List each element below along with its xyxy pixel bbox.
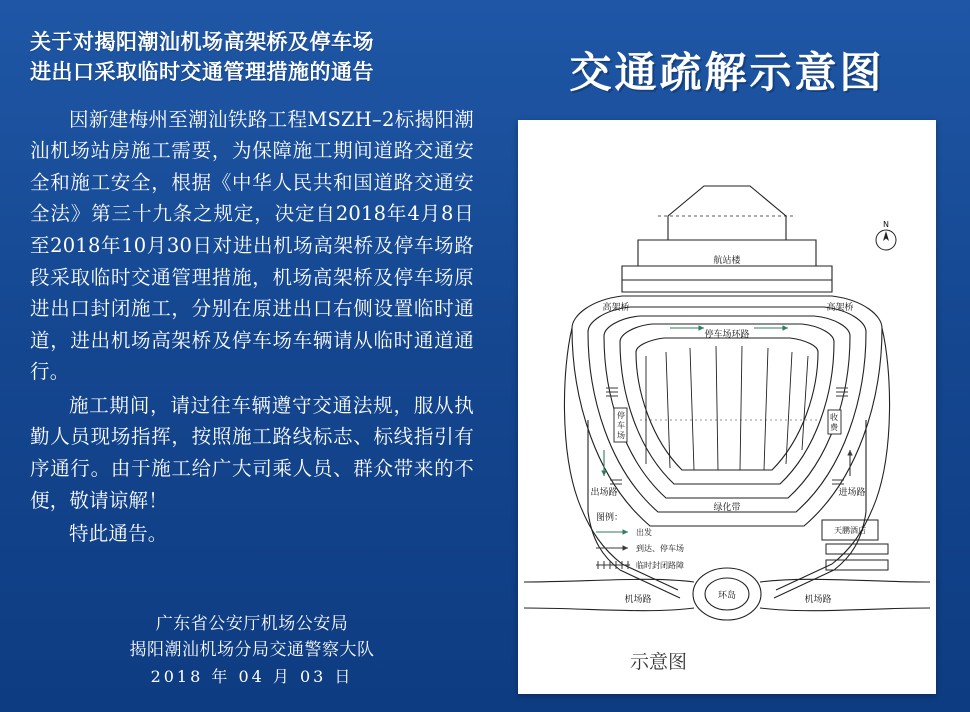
label-viaduct-right: 高架桥 xyxy=(826,303,854,313)
svg-text:车: 车 xyxy=(617,421,625,430)
notice-title-line-1: 关于对揭阳潮汕机场高架桥及停车场 xyxy=(30,30,374,54)
label-enter-road: 进场路 xyxy=(838,488,866,498)
compass-north-label: N xyxy=(883,220,889,229)
notice-signature xyxy=(30,611,474,702)
label-terminal: 航站楼 xyxy=(713,256,741,266)
signature-organization-2: 揭阳潮汕机场分局交通警察大队 xyxy=(129,639,375,660)
legend-item-2-label: 临时封闭路障 xyxy=(636,561,684,570)
legend-item-1-label: 到达、停车场 xyxy=(636,544,684,553)
signature-organization-1: 广东省公安厅机场公安局 xyxy=(155,613,349,634)
notice-paragraph-1: 因新建梅州至潮汕铁路工程MSZH–2标揭阳潮汕机场站房施工需要，为保障施工期间道路交通安全和施工安全，根据《中华人民共和国道路交通安全法》第三十九条之规定，决定自2018年4月8日至2018年10月30日对进出机场高架桥及停车场路段采取临时交通管理措施，机场高架桥及停车场原进出口封闭施工，分别在原进出口右侧设置临时通道，进出机场高架桥及停车场车辆请从临时通道通行。 xyxy=(30,107,474,384)
label-roundabout: 环岛 xyxy=(717,591,737,601)
label-parking-ring-road: 停车场环路 xyxy=(704,330,750,340)
map-watermark: 示意图 xyxy=(630,651,688,673)
label-toll-box: 收 xyxy=(830,413,838,422)
notice-paragraph-2: 施工期间，请过往车辆遵守交通法规，服从执勤人员现场指挥，按照施工路线标志、标线指引有序通行。由于施工给广大司乘人员、群众带来的不便，敬请谅解！ xyxy=(30,393,474,512)
label-exit-road: 出场路 xyxy=(590,488,618,498)
label-green-belt: 绿化带 xyxy=(713,503,741,513)
label-hotel: 天鹏酒店 xyxy=(834,526,866,535)
legend-title: 图例： xyxy=(596,513,624,523)
label-airport-road-right: 机场路 xyxy=(804,595,832,605)
svg-text:费: 费 xyxy=(830,423,838,432)
traffic-diagram xyxy=(518,120,936,694)
notice-body xyxy=(30,104,474,552)
notice-title xyxy=(30,28,474,88)
notice-title-line-2: 进出口采取临时交通管理措施的通告 xyxy=(30,59,374,84)
map-heading: 交通疏解示意图 xyxy=(569,48,885,97)
signature-date: 2018 年 04 月 03 日 xyxy=(150,667,354,687)
label-viaduct-left: 高架桥 xyxy=(602,303,630,313)
legend-item-0-label: 出发 xyxy=(636,528,652,537)
label-airport-road-left: 机场路 xyxy=(624,595,652,605)
map-column xyxy=(500,0,970,712)
notice-paragraph-3: 特此通告。 xyxy=(69,522,168,546)
label-parking-box: 停 xyxy=(617,411,625,420)
svg-text:场: 场 xyxy=(617,431,625,440)
